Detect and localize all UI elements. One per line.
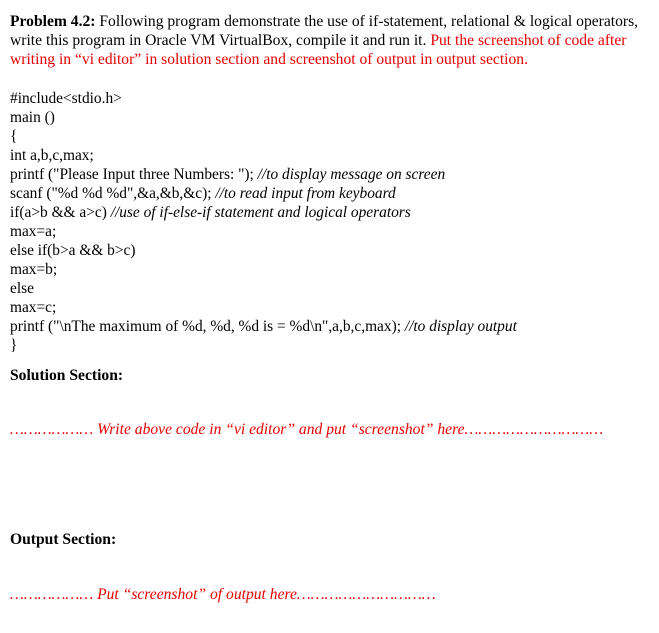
code-line: [10, 184, 517, 203]
code-line: [10, 241, 517, 260]
code-listing: [10, 89, 517, 355]
code-text: }: [10, 337, 18, 354]
code-comment: //to read input from keyboard: [215, 185, 396, 202]
code-text: int a,b,c,max;: [10, 147, 94, 164]
problem-intro: Following program demonstrate the use of if-statement, relational & logical operators, write this program in Oracle VM VirtualBox, compile it and run it.: [10, 13, 639, 49]
code-line: [10, 222, 517, 241]
solution-heading: Solution Section:: [10, 367, 124, 384]
code-line: [10, 336, 517, 355]
code-text: main (): [10, 109, 55, 126]
code-text: else: [10, 280, 34, 297]
problem-instruction: Put the screenshot of code after writing in “vi editor” in solution section and screenshot of output in output section.: [10, 32, 627, 68]
solution-placeholder: ……………… Write above code in “vi editor” and put “screenshot” here…………………………: [10, 421, 604, 438]
problem-label: Problem 4.2:: [10, 13, 96, 30]
code-text: max=c;: [10, 299, 57, 316]
code-line: [10, 279, 517, 298]
code-line: [10, 298, 517, 317]
code-text: {: [10, 128, 18, 145]
code-line: [10, 317, 517, 336]
code-text: max=b;: [10, 261, 58, 278]
code-text: printf ("\nThe maximum of %d, %d, %d is = %d\n",a,b,c,max);: [10, 318, 405, 335]
code-text: if(a>b && a>c): [10, 204, 111, 221]
code-comment: //to display output: [404, 318, 517, 335]
code-comment: //use of if-else-if statement and logical operators: [110, 204, 411, 221]
code-line: [10, 260, 517, 279]
code-text: #include<stdio.h>: [10, 90, 122, 107]
code-line: [10, 165, 517, 184]
code-line: [10, 108, 517, 127]
code-line: [10, 89, 517, 108]
output-heading: Output Section:: [10, 531, 117, 548]
code-line: [10, 146, 517, 165]
code-text: max=a;: [10, 223, 57, 240]
code-line: [10, 203, 517, 222]
problem-statement: [10, 12, 655, 69]
code-line: [10, 127, 517, 146]
code-comment: //to display message on screen: [257, 166, 446, 183]
code-text: else if(b>a && b>c): [10, 242, 136, 259]
code-text: scanf ("%d %d %d",&a,&b,&c);: [10, 185, 216, 202]
output-placeholder: ……………… Put “screenshot” of output here…………………………: [10, 586, 436, 603]
code-text: printf ("Please Input three Numbers: ");: [10, 166, 258, 183]
